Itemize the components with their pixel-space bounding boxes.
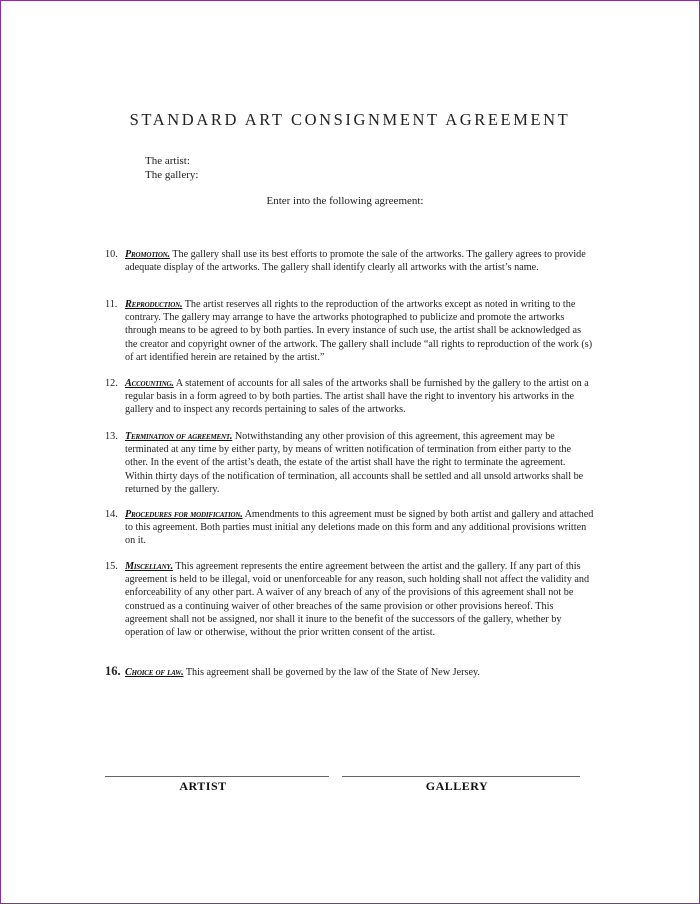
clause-number: 14.	[105, 509, 118, 520]
clause-number: 11.	[105, 299, 118, 310]
clause-text: This agreement represents the entire agreement between the artist and the gallery. If any part of this agreement is held to be illegal, void or unenforceable for any reason, such holding shall not affect the validity and enforceability of any other part. A waiver of any breach of any of the provisions of this agreement shall not be construed as a continuing waiver of other breaches of the same provision or other provisions hereof. This agreement shall not be assigned, nor shall it inure to the benefit of the successors of the gallery, whether by operation of law or otherwise, without the prior written consent of the artist.	[125, 561, 590, 639]
clause-number: 16.	[105, 664, 121, 678]
clause-termination	[105, 430, 595, 496]
clause-text: Notwithstanding any other provision of this agreement, this agreement may be terminated at any time by either party, by means of written notification of termination from either party to the other. In the event of the artist’s death, the estate of the artist shall have the right to terminate the agreement. Within thirty days of the notification of termination, all accounts shall be settled and all unsold artworks shall be returned by the gallery.	[125, 431, 584, 495]
artist-signature-label: ARTIST	[179, 779, 227, 793]
clause-number: 10.	[105, 249, 118, 260]
clause-text: The gallery shall use its best efforts to promote the sale of the artworks. The gallery agrees to provide adequate display of the artworks. The gallery shall identify clearly all artworks with the artist’s name.	[125, 249, 586, 274]
clause-heading: Promotion.	[125, 249, 170, 260]
clause-reproduction	[105, 298, 595, 364]
artist-signature-line	[105, 776, 329, 777]
clause-heading: Termination of agreement.	[125, 431, 233, 442]
clause-number: 12.	[105, 378, 118, 389]
intro-text: Enter into the following agreement:	[266, 195, 424, 207]
clause-heading: Miscellany.	[125, 561, 173, 572]
clause-heading: Accounting.	[125, 378, 174, 389]
clause-choice-of-law	[105, 666, 595, 679]
clause-promotion	[105, 248, 595, 274]
clause-text: This agreement shall be governed by the law of the State of New Jersey.	[185, 667, 480, 678]
clause-number: 15.	[105, 561, 118, 572]
document-title: STANDARD ART CONSIGNMENT AGREEMENT	[129, 110, 571, 129]
clause-text: Amendments to this agreement must be signed by both artist and gallery and attached to this agreement. Both parties must initial any deletions made on this form and any additional provisions written on it.	[125, 509, 594, 547]
artist-field-label: The artist:	[145, 155, 190, 167]
clause-modification	[105, 508, 595, 548]
clause-number: 13.	[105, 431, 118, 442]
clause-heading: Procedures for modification.	[125, 509, 243, 520]
clause-heading: Reproduction.	[125, 299, 183, 310]
gallery-signature-label: GALLERY	[425, 779, 489, 793]
gallery-field-label: The gallery:	[145, 169, 199, 181]
gallery-signature-line	[342, 776, 580, 777]
clause-text: A statement of accounts for all sales of the artworks shall be furnished by the gallery to the artist on a regular basis in a form agreed to by both parties. The artist shall have the right to inventory his artworks in the gallery and to inspect any records pertaining to sales of the artworks.	[125, 378, 589, 416]
clause-heading: Choice of law.	[125, 667, 184, 678]
clause-accounting	[105, 377, 595, 417]
clause-text: The artist reserves all rights to the reproduction of the artworks except as noted in writing to the contrary. The gallery may arrange to have the artworks photographed to publicize and promote the artworks through means to be agreed to by both parties. In every instance of such use, the artist shall be acknowledged as the creator and copyright owner of the artwork. The gallery shall include “all rights to reproduction of the work (s) of art identified herein are retained by the artist.”	[125, 299, 593, 363]
clause-miscellany	[105, 560, 595, 639]
